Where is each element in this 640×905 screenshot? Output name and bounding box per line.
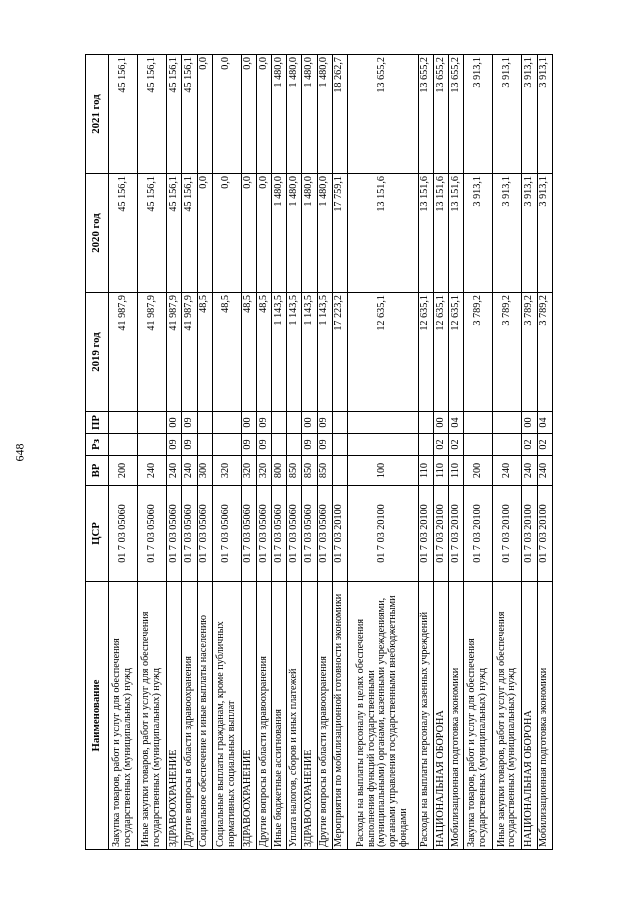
cell-csr: 01 7 03 05060 [241, 486, 256, 582]
cell-y2020: 1 480,0 [302, 174, 317, 293]
cell-csr: 01 7 03 05060 [109, 486, 138, 582]
cell-rz [418, 434, 433, 456]
budget-table [85, 54, 553, 850]
table-row [182, 55, 197, 850]
cell-pr: 00 [241, 412, 256, 434]
cell-y2020: 1 480,0 [287, 174, 302, 293]
cell-y2021: 3 913,1 [522, 55, 537, 174]
cell-y2020: 13 151,6 [418, 174, 433, 293]
cell-y2021: 45 156,1 [138, 55, 167, 174]
table-row [287, 55, 302, 850]
cell-vr: 800 [272, 456, 287, 486]
cell-y2019: 41 987,9 [167, 293, 182, 412]
cell-csr: 01 7 03 20100 [418, 486, 433, 582]
table-row [347, 55, 418, 850]
cell-name: ЗДРАВООХРАНЕНИЕ [302, 582, 317, 850]
cell-y2019: 1 143,5 [287, 293, 302, 412]
table-row [272, 55, 287, 850]
cell-vr [332, 456, 347, 486]
cell-pr [212, 412, 241, 434]
cell-y2020: 13 151,6 [449, 174, 464, 293]
cell-pr [493, 412, 522, 434]
table-row [241, 55, 256, 850]
cell-pr [287, 412, 302, 434]
cell-name: Закупка товаров, работ и услуг для обеспечения государственных (муниципальных) нужд [464, 582, 493, 850]
cell-y2019: 48,5 [212, 293, 241, 412]
header-2021: 2021 год [86, 55, 109, 174]
table-row [197, 55, 212, 850]
cell-y2020: 13 151,6 [347, 174, 418, 293]
table-row [464, 55, 493, 850]
cell-rz [287, 434, 302, 456]
cell-csr: 01 7 03 05060 [197, 486, 212, 582]
cell-csr: 01 7 03 05060 [138, 486, 167, 582]
table-row [109, 55, 138, 850]
cell-y2019: 48,5 [241, 293, 256, 412]
cell-vr: 320 [241, 456, 256, 486]
header-vr: ВР [86, 456, 109, 486]
cell-y2021: 3 913,1 [464, 55, 493, 174]
cell-csr: 01 7 03 05060 [212, 486, 241, 582]
cell-rz [109, 434, 138, 456]
cell-y2021: 45 156,1 [182, 55, 197, 174]
cell-y2020: 3 913,1 [522, 174, 537, 293]
header-csr: ЦСР [86, 486, 109, 582]
cell-name: НАЦИОНАЛЬНАЯ ОБОРОНА [522, 582, 537, 850]
cell-csr: 01 7 03 20100 [347, 486, 418, 582]
cell-y2020: 45 156,1 [167, 174, 182, 293]
cell-pr: 04 [449, 412, 464, 434]
cell-vr: 240 [138, 456, 167, 486]
cell-vr: 200 [109, 456, 138, 486]
cell-vr: 200 [464, 456, 493, 486]
cell-rz: 09 [317, 434, 332, 456]
cell-pr: 09 [256, 412, 271, 434]
cell-vr: 240 [537, 456, 552, 486]
cell-name: Другие вопросы в области здравоохранения [182, 582, 197, 850]
cell-y2019: 1 143,5 [272, 293, 287, 412]
cell-name: ЗДРАВООХРАНЕНИЕ [241, 582, 256, 850]
table-row [212, 55, 241, 850]
table-row [167, 55, 182, 850]
cell-name: ЗДРАВООХРАНЕНИЕ [167, 582, 182, 850]
page-number [0, 421, 40, 483]
cell-vr: 240 [167, 456, 182, 486]
cell-name: Другие вопросы в области здравоохранения [256, 582, 271, 850]
cell-y2019: 12 635,1 [347, 293, 418, 412]
page-number-text: 648 [12, 443, 27, 461]
cell-pr: 09 [317, 412, 332, 434]
cell-vr: 300 [197, 456, 212, 486]
cell-vr: 240 [522, 456, 537, 486]
cell-csr: 01 7 03 20100 [493, 486, 522, 582]
cell-rz: 09 [302, 434, 317, 456]
cell-y2019: 3 789,2 [537, 293, 552, 412]
cell-name: Социальные выплаты гражданам, кроме публичных нормативных социальных выплат [212, 582, 241, 850]
cell-csr: 01 7 03 20100 [332, 486, 347, 582]
table-row [449, 55, 464, 850]
cell-rz: 02 [433, 434, 448, 456]
cell-y2020: 45 156,1 [182, 174, 197, 293]
cell-pr [464, 412, 493, 434]
cell-y2021: 1 480,0 [287, 55, 302, 174]
cell-y2020: 0,0 [241, 174, 256, 293]
cell-y2021: 13 655,2 [418, 55, 433, 174]
cell-csr: 01 7 03 05060 [256, 486, 271, 582]
cell-pr [418, 412, 433, 434]
cell-pr [347, 412, 418, 434]
cell-vr: 850 [302, 456, 317, 486]
cell-name: Иные закупки товаров, работ и услуг для обеспечения государственных (муниципальных) нужд [493, 582, 522, 850]
cell-name: Уплата налогов, сборов и иных платежей [287, 582, 302, 850]
cell-pr [138, 412, 167, 434]
cell-y2019: 1 143,5 [317, 293, 332, 412]
cell-csr: 01 7 03 20100 [522, 486, 537, 582]
cell-vr: 850 [287, 456, 302, 486]
cell-rz [138, 434, 167, 456]
cell-rz: 09 [256, 434, 271, 456]
cell-csr: 01 7 03 20100 [537, 486, 552, 582]
header-2020: 2020 год [86, 174, 109, 293]
cell-pr: 00 [522, 412, 537, 434]
cell-y2021: 0,0 [241, 55, 256, 174]
cell-y2021: 1 480,0 [272, 55, 287, 174]
table-row [332, 55, 347, 850]
cell-vr: 320 [212, 456, 241, 486]
cell-name: Расходы на выплаты персоналу в целях обеспечения выполнения функций государственными (муниципальными) органами, казенными учреждениями, органами управления государственными внебюджетными фондами [347, 582, 418, 850]
cell-pr: 00 [302, 412, 317, 434]
cell-vr: 240 [493, 456, 522, 486]
cell-y2021: 1 480,0 [302, 55, 317, 174]
table-body [109, 55, 553, 850]
cell-rz: 02 [449, 434, 464, 456]
cell-pr [197, 412, 212, 434]
table-row [493, 55, 522, 850]
cell-y2021: 45 156,1 [109, 55, 138, 174]
cell-csr: 01 7 03 20100 [433, 486, 448, 582]
cell-csr: 01 7 03 05060 [302, 486, 317, 582]
cell-name: Иные бюджетные ассигнования [272, 582, 287, 850]
cell-y2021: 45 156,1 [167, 55, 182, 174]
header-name: Наименование [86, 582, 109, 850]
cell-vr: 320 [256, 456, 271, 486]
cell-rz [464, 434, 493, 456]
cell-y2019: 41 987,9 [182, 293, 197, 412]
table-row [537, 55, 552, 850]
cell-y2020: 45 156,1 [109, 174, 138, 293]
table-row [302, 55, 317, 850]
cell-y2019: 1 143,5 [302, 293, 317, 412]
cell-rz [347, 434, 418, 456]
cell-y2019: 48,5 [197, 293, 212, 412]
cell-csr: 01 7 03 05060 [287, 486, 302, 582]
cell-rz: 09 [182, 434, 197, 456]
cell-csr: 01 7 03 05060 [167, 486, 182, 582]
cell-y2021: 13 655,2 [347, 55, 418, 174]
cell-y2019: 41 987,9 [138, 293, 167, 412]
cell-pr [109, 412, 138, 434]
cell-pr: 00 [167, 412, 182, 434]
cell-y2021: 0,0 [256, 55, 271, 174]
cell-csr: 01 7 03 20100 [449, 486, 464, 582]
header-2019: 2019 год [86, 293, 109, 412]
cell-y2020: 0,0 [197, 174, 212, 293]
cell-y2020: 0,0 [256, 174, 271, 293]
cell-rz [197, 434, 212, 456]
cell-y2020: 3 913,1 [537, 174, 552, 293]
cell-rz: 09 [167, 434, 182, 456]
cell-rz [493, 434, 522, 456]
cell-y2020: 0,0 [212, 174, 241, 293]
cell-vr: 110 [418, 456, 433, 486]
table-row [138, 55, 167, 850]
cell-name: Закупка товаров, работ и услуг для обеспечения государственных (муниципальных) нужд [109, 582, 138, 850]
cell-y2019: 17 223,2 [332, 293, 347, 412]
cell-name: Социальное обеспечение и иные выплаты населению [197, 582, 212, 850]
cell-y2020: 45 156,1 [138, 174, 167, 293]
cell-y2020: 3 913,1 [493, 174, 522, 293]
cell-y2019: 48,5 [256, 293, 271, 412]
cell-y2020: 17 759,1 [332, 174, 347, 293]
cell-y2021: 3 913,1 [537, 55, 552, 174]
cell-y2020: 1 480,0 [272, 174, 287, 293]
cell-y2021: 0,0 [212, 55, 241, 174]
cell-pr: 04 [537, 412, 552, 434]
cell-y2019: 12 635,1 [418, 293, 433, 412]
cell-rz [212, 434, 241, 456]
cell-rz [272, 434, 287, 456]
cell-name: Мобилизационная подготовка экономики [537, 582, 552, 850]
cell-y2021: 1 480,0 [317, 55, 332, 174]
table-row [256, 55, 271, 850]
table-row [433, 55, 448, 850]
rotated-table-frame [85, 55, 553, 850]
cell-vr: 240 [182, 456, 197, 486]
cell-pr: 09 [182, 412, 197, 434]
cell-pr [272, 412, 287, 434]
table-row [418, 55, 433, 850]
cell-rz: 02 [537, 434, 552, 456]
cell-y2021: 0,0 [197, 55, 212, 174]
cell-y2019: 3 789,2 [464, 293, 493, 412]
cell-y2020: 13 151,6 [433, 174, 448, 293]
cell-y2019: 12 635,1 [449, 293, 464, 412]
cell-pr [332, 412, 347, 434]
budget-table-container [85, 55, 553, 850]
cell-csr: 01 7 03 05060 [272, 486, 287, 582]
cell-name: Иные закупки товаров, работ и услуг для обеспечения государственных (муниципальных) нужд [138, 582, 167, 850]
cell-vr: 110 [449, 456, 464, 486]
cell-y2021: 3 913,1 [493, 55, 522, 174]
cell-csr: 01 7 03 05060 [317, 486, 332, 582]
cell-pr: 00 [433, 412, 448, 434]
cell-rz: 09 [241, 434, 256, 456]
cell-name: Мероприятия по мобилизационной готовности экономики [332, 582, 347, 850]
header-rz: Рз [86, 434, 109, 456]
table-row [522, 55, 537, 850]
cell-csr: 01 7 03 20100 [464, 486, 493, 582]
cell-y2019: 12 635,1 [433, 293, 448, 412]
cell-vr: 850 [317, 456, 332, 486]
cell-vr: 110 [433, 456, 448, 486]
cell-y2021: 13 655,2 [433, 55, 448, 174]
cell-name: Другие вопросы в области здравоохранения [317, 582, 332, 850]
cell-y2021: 13 655,2 [449, 55, 464, 174]
cell-y2020: 1 480,0 [317, 174, 332, 293]
cell-rz [332, 434, 347, 456]
cell-name: Расходы на выплаты персоналу казенных учреждений [418, 582, 433, 850]
header-pr: ПР [86, 412, 109, 434]
cell-rz: 02 [522, 434, 537, 456]
cell-y2019: 41 987,9 [109, 293, 138, 412]
cell-csr: 01 7 03 05060 [182, 486, 197, 582]
cell-y2021: 18 262,7 [332, 55, 347, 174]
cell-y2019: 3 789,2 [522, 293, 537, 412]
table-header-row [86, 55, 109, 850]
cell-name: НАЦИОНАЛЬНАЯ ОБОРОНА [433, 582, 448, 850]
cell-y2019: 3 789,2 [493, 293, 522, 412]
cell-vr: 100 [347, 456, 418, 486]
cell-y2020: 3 913,1 [464, 174, 493, 293]
table-row [317, 55, 332, 850]
cell-name: Мобилизационная подготовка экономики [449, 582, 464, 850]
